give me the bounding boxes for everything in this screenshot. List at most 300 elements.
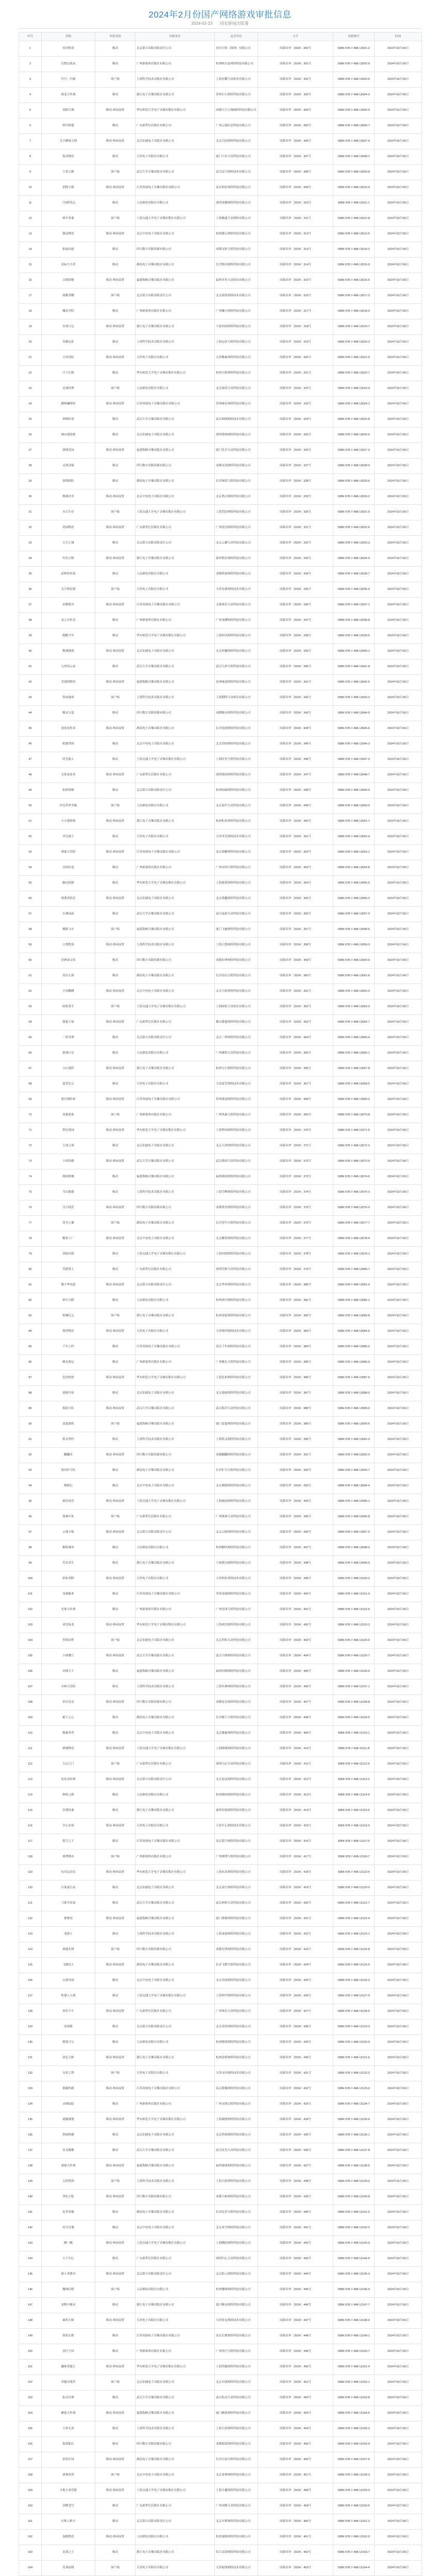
cell-date: 2024年02月06日 — [375, 88, 422, 103]
cell-index: 119 — [19, 1865, 42, 1880]
table-row — [19, 103, 422, 118]
cell-publisher: 福建海峡音像出版社有限公司 — [136, 2159, 215, 2174]
cell-date: 2024年02月06日 — [375, 2035, 422, 2050]
table-row — [19, 2267, 422, 2282]
table-row — [19, 938, 422, 953]
cell-date: 2024年02月06日 — [375, 227, 422, 242]
cell-name: 灵剑奇缘 — [42, 459, 95, 474]
cell-category: 移动-休闲益智 — [95, 938, 136, 953]
cell-category: 移动 — [95, 149, 136, 165]
cell-index: 136 — [19, 2128, 42, 2143]
cell-operator: 长沙泡泡网络科技有限公司 — [215, 721, 258, 737]
cell-approval-number: 国新出审〔2024〕386号 — [258, 1370, 333, 1386]
cell-date: 2024年02月06日 — [375, 196, 422, 211]
cell-isbn: ISBN 978-7-498-13131-6 — [333, 2050, 375, 2066]
cell-approval-number: 国新出审〔2024〕387号 — [258, 1386, 333, 1401]
cell-approval-number: 国新出审〔2024〕461号 — [258, 2530, 333, 2545]
cell-category: 客户端 — [95, 1757, 136, 1772]
cell-name: 开心农场 — [42, 1819, 95, 1834]
cell-date: 2024年02月06日 — [375, 783, 422, 799]
cell-approval-number: 国新出审〔2024〕403号 — [258, 1633, 333, 1649]
cell-name: 银河护卫队 — [42, 1463, 95, 1479]
cell-date: 2024年02月06日 — [375, 1247, 422, 1262]
cell-category: 移动 — [95, 196, 136, 211]
cell-index: 133 — [19, 2081, 42, 2097]
table-row — [19, 1958, 422, 1973]
cell-index: 92 — [19, 1448, 42, 1463]
cell-date: 2024年02月06日 — [375, 1834, 422, 1850]
cell-name: 王者之路 — [42, 165, 95, 180]
cell-index: 62 — [19, 984, 42, 999]
cell-publisher: 天津电子出版社有限公司 — [136, 1324, 215, 1340]
cell-publisher: 广东新世纪出版社有限公司 — [136, 2251, 215, 2267]
cell-date: 2024年02月06日 — [375, 1231, 422, 1247]
cell-publisher: 上海交通大学电子音像出版社有限公司 — [136, 999, 215, 1015]
cell-isbn: ISBN 978-7-498-13106-4 — [333, 1664, 375, 1680]
cell-isbn: ISBN 978-7-498-13136-1 — [333, 2128, 375, 2143]
cell-operator: 苏州龙城网络科技有限公司 — [215, 1587, 258, 1602]
cell-index: 132 — [19, 2066, 42, 2081]
cell-category: 客户端 — [95, 1942, 136, 1958]
cell-index: 6 — [19, 118, 42, 134]
cell-publisher: 华东师范大学电子音像出版社有限公司 — [136, 366, 215, 381]
cell-approval-number: 国新出审〔2024〕400号 — [258, 1587, 333, 1602]
cell-isbn: ISBN 978-7-498-13125-5 — [333, 1958, 375, 1973]
cell-publisher: 江苏凤凰电子音像出版社有限公司 — [136, 2329, 215, 2344]
cell-operator: 上海龙骑网络科技有限公司 — [215, 1927, 258, 1942]
cell-category: 移动-休闲益智 — [95, 1015, 136, 1030]
cell-name: 江湖夜雨 — [42, 907, 95, 922]
table-row — [19, 1741, 422, 1757]
cell-name: 代号：归墟 — [42, 72, 95, 88]
cell-name: 口袋牧场 — [42, 938, 95, 953]
cell-date: 2024年02月06日 — [375, 1077, 422, 1092]
cell-isbn: ISBN 978-7-498-13056-2 — [333, 891, 375, 907]
cell-index: 22 — [19, 366, 42, 381]
table-row — [19, 814, 422, 829]
cell-index: 116 — [19, 1819, 42, 1834]
table-row — [19, 1865, 422, 1880]
cell-category: 移动 — [95, 1989, 136, 2004]
cell-name: 消消庄园 — [42, 2452, 95, 2468]
cell-category: 移动 — [95, 1973, 136, 1989]
cell-name: 谜题城堡 — [42, 2112, 95, 2128]
cell-approval-number: 国新出审〔2024〕317号 — [258, 304, 333, 319]
cell-date: 2024年02月06日 — [375, 489, 422, 505]
cell-operator: 北京像素网络科技有限公司 — [215, 1726, 258, 1741]
table-row — [19, 1077, 422, 1092]
cell-date: 2024年02月06日 — [375, 2251, 422, 2267]
cell-isbn: ISBN 978-7-498-13009-8 — [333, 165, 375, 180]
cell-approval-number: 国新出审〔2024〕419号 — [258, 1880, 333, 1896]
cell-category: 移动-休闲益智 — [95, 1649, 136, 1664]
cell-index: 38 — [19, 613, 42, 629]
cell-operator: 上海钢铁互动娱乐有限公司 — [215, 690, 258, 706]
cell-index: 143 — [19, 2236, 42, 2251]
cell-index: 110 — [19, 1726, 42, 1741]
cell-name: 丛林大冒险 — [42, 1680, 95, 1695]
cell-name: 麻将大师 — [42, 2313, 95, 2329]
cell-date: 2024年02月06日 — [375, 273, 422, 289]
cell-operator: 天津像素网络科技有限公司 — [215, 350, 258, 366]
cell-date: 2024年02月06日 — [375, 1510, 422, 1525]
table-row — [19, 319, 422, 335]
cell-approval-number: 国新出审〔2024〕304号 — [258, 103, 333, 118]
table-row — [19, 1355, 422, 1370]
cell-index: 163 — [19, 2545, 42, 2561]
cell-publisher: 湖南电子音像出版社有限公司 — [136, 1710, 215, 1726]
cell-name: 飞镖达人 — [42, 1958, 95, 1973]
cell-name: 铁骑纵横 — [42, 2128, 95, 2143]
table-row — [19, 2004, 422, 2020]
table-row — [19, 2190, 422, 2205]
cell-index: 164 — [19, 2561, 42, 2576]
cell-publisher: 四川数字出版传媒有限公司 — [136, 242, 215, 258]
cell-date: 2024年02月06日 — [375, 953, 422, 969]
cell-operator: 深圳蓝图网络科技有限公司 — [215, 428, 258, 443]
cell-date: 2024年02月06日 — [375, 1741, 422, 1757]
cell-category: 移动-休闲益智 — [95, 1911, 136, 1927]
cell-name: 诸神黄昏 — [42, 2468, 95, 2483]
cell-name: 北境之王 — [42, 2545, 95, 2561]
cell-operator: 武汉仙灵互动科技有限公司 — [215, 2391, 258, 2406]
cell-approval-number: 国新出审〔2024〕368号 — [258, 1092, 333, 1108]
cell-category: 移动-休闲益智 — [95, 273, 136, 289]
cell-name: 熊猫快跑 — [42, 2081, 95, 2097]
cell-index: 117 — [19, 1834, 42, 1850]
cell-isbn: ISBN 978-7-498-13137-8 — [333, 2143, 375, 2159]
cell-publisher: 天津电子出版社有限公司 — [136, 582, 215, 598]
cell-publisher: 湖南电子音像出版社有限公司 — [136, 1958, 215, 1973]
cell-name: 御剑乘风 — [42, 1540, 95, 1556]
cell-publisher: 湖南电子音像出版社有限公司 — [136, 2205, 215, 2221]
cell-index: 88 — [19, 1386, 42, 1401]
cell-name: 跑酷少年 — [42, 629, 95, 644]
cell-date: 2024年02月06日 — [375, 536, 422, 551]
table-header-row — [19, 32, 422, 41]
cell-approval-number: 国新出审〔2024〕307号 — [258, 149, 333, 165]
cell-name: 龙骑士 — [42, 1927, 95, 1942]
cell-operator: 上海城堡网络科技有限公司 — [215, 2112, 258, 2128]
table-row — [19, 1432, 422, 1448]
cell-date: 2024年02月06日 — [375, 180, 422, 196]
cell-category: 客户端 — [95, 1309, 136, 1324]
cell-operator: 福州球球网络科技有限公司 — [215, 2159, 258, 2174]
cell-category: 移动 — [95, 737, 136, 752]
cell-category: 移动 — [95, 567, 136, 582]
cell-category: 移动 — [95, 412, 136, 428]
cell-category: 移动 — [95, 829, 136, 845]
table-row — [19, 1633, 422, 1649]
cell-date: 2024年02月06日 — [375, 1200, 422, 1216]
cell-date: 2024年02月06日 — [375, 1340, 422, 1355]
cell-operator: 深圳龙腾网络科技有限公司 — [215, 196, 258, 211]
cell-publisher: 上海科学技术出版社有限公司 — [136, 1927, 215, 1942]
cell-isbn: ISBN 978-7-498-13027-2 — [333, 443, 375, 459]
cell-name: 雷霆战机 — [42, 1417, 95, 1432]
cell-index: 66 — [19, 1046, 42, 1061]
cell-category: 客户端 — [95, 72, 136, 88]
cell-name: 云端小镇 — [42, 1525, 95, 1540]
cell-publisher: 北京中电电子出版社有限公司 — [136, 2468, 215, 2483]
cell-approval-number: 国新出审〔2024〕418号 — [258, 1865, 333, 1880]
cell-category: 移动 — [95, 1803, 136, 1819]
cell-operator: 上海铁甲网络科技有限公司 — [215, 1989, 258, 2004]
cell-category: 移动-休闲益智 — [95, 520, 136, 536]
cell-index: 94 — [19, 1479, 42, 1494]
cell-index: 75 — [19, 1185, 42, 1200]
header-operator: 运营单位 — [215, 32, 258, 41]
cell-category: 移动 — [95, 2251, 136, 2267]
cell-name: 足球经理 — [42, 381, 95, 397]
cell-approval-number: 国新出审〔2024〕434号 — [258, 2112, 333, 2128]
cell-index: 104 — [19, 1633, 42, 1649]
table-row — [19, 443, 422, 459]
cell-name: 萌萌消消乐 — [42, 891, 95, 907]
cell-operator: 广州帝国互娱科技有限公司 — [215, 860, 258, 876]
cell-category: 客户端 — [95, 2468, 136, 2483]
cell-approval-number: 国新出审〔2024〕379号 — [258, 1262, 333, 1278]
cell-approval-number: 国新出审〔2024〕376号 — [258, 1216, 333, 1231]
cell-name: 战舰荣耀 — [42, 289, 95, 304]
cell-category: 移动 — [95, 860, 136, 876]
cell-isbn: ISBN 978-7-498-13010-4 — [333, 180, 375, 196]
cell-name: 天命之战 — [42, 1139, 95, 1154]
cell-isbn: ISBN 978-7-498-13110-1 — [333, 1726, 375, 1741]
table-row — [19, 721, 422, 737]
cell-index: 7 — [19, 134, 42, 149]
cell-index: 150 — [19, 2344, 42, 2360]
cell-category: 移动 — [95, 536, 136, 551]
cell-name: 泡泡龙传奇 — [42, 721, 95, 737]
cell-index: 77 — [19, 1216, 42, 1231]
cell-isbn: ISBN 978-7-498-13122-4 — [333, 1911, 375, 1927]
cell-name: 方块冒险 — [42, 350, 95, 366]
cell-name: 喵喵物语 — [42, 1741, 95, 1757]
cell-name: 字母跳跳 — [42, 984, 95, 999]
cell-publisher: 天津电子出版社有限公司 — [136, 2313, 215, 2329]
cell-date: 2024年02月06日 — [375, 1618, 422, 1633]
cell-date: 2024年02月06日 — [375, 1030, 422, 1046]
table-row — [19, 242, 422, 258]
cell-index: 40 — [19, 644, 42, 659]
cell-date: 2024年02月06日 — [375, 2375, 422, 2391]
cell-name: 剑舞苍穹 — [42, 2499, 95, 2514]
cell-operator: 无锡欢乐互动科技有限公司 — [215, 598, 258, 613]
table-row — [19, 2221, 422, 2236]
cell-category: 移动 — [95, 1726, 136, 1741]
cell-isbn: ISBN 978-7-498-13096-8 — [333, 1510, 375, 1525]
cell-approval-number: 国新出审〔2024〕431号 — [258, 2066, 333, 2081]
cell-publisher: 浙江电子音像出版社有限公司 — [136, 2298, 215, 2313]
cell-index: 55 — [19, 876, 42, 891]
cell-operator: 成都海盗网络科技有限公司 — [215, 2437, 258, 2452]
cell-index: 148 — [19, 2313, 42, 2329]
cell-operator: 北京连连网络科技有限公司 — [215, 1772, 258, 1788]
table-row — [19, 1757, 422, 1772]
cell-isbn: ISBN 978-7-498-13118-7 — [333, 1850, 375, 1865]
cell-index: 144 — [19, 2251, 42, 2267]
cell-index: 156 — [19, 2437, 42, 2452]
cell-index: 123 — [19, 1927, 42, 1942]
cell-approval-number: 国新出审〔2024〕425号 — [258, 1973, 333, 1989]
cell-approval-number: 国新出审〔2024〕408号 — [258, 1710, 333, 1726]
cell-publisher: 江苏凤凰电子音像出版社有限公司 — [136, 2081, 215, 2097]
cell-category: 客户端 — [95, 1108, 136, 1123]
cell-name: 剑仙问情 — [42, 1247, 95, 1262]
table-row — [19, 2561, 422, 2576]
cell-publisher: 上海科学技术出版社有限公司 — [136, 2421, 215, 2437]
cell-name: 裂空之王 — [42, 1834, 95, 1850]
cell-category: 移动 — [95, 2545, 136, 2561]
table-row — [19, 1850, 422, 1865]
cell-index: 137 — [19, 2143, 42, 2159]
cell-date: 2024年02月06日 — [375, 2236, 422, 2251]
cell-index: 47 — [19, 752, 42, 768]
table-row — [19, 1170, 422, 1185]
cell-isbn: ISBN 978-7-498-13161-3 — [333, 2514, 375, 2530]
cell-index: 107 — [19, 1680, 42, 1695]
cell-index: 14 — [19, 242, 42, 258]
cell-isbn: ISBN 978-7-498-13157-6 — [333, 2452, 375, 2468]
cell-approval-number: 国新出审〔2024〕392号 — [258, 1463, 333, 1479]
cell-category: 客户端 — [95, 165, 136, 180]
cell-approval-number: 国新出审〔2024〕330号 — [258, 505, 333, 520]
cell-operator: 天津雀友网络技术有限公司 — [215, 2313, 258, 2329]
cell-name: 三界奇谭 — [42, 1030, 95, 1046]
cell-isbn: ISBN 978-7-498-13087-6 — [333, 1370, 375, 1386]
cell-category: 移动 — [95, 1896, 136, 1911]
table-row — [19, 196, 422, 211]
cell-operator: 天津前线网络技术有限公司 — [215, 2561, 258, 2576]
cell-publisher: 北京联合出版有限责任公司 — [136, 289, 215, 304]
cell-name: 疯狂厨房 — [42, 1494, 95, 1510]
cell-date: 2024年02月06日 — [375, 1556, 422, 1571]
cell-approval-number: 国新出审〔2024〕452号 — [258, 2391, 333, 2406]
cell-operator: 武汉神域网络技术有限公司 — [215, 412, 258, 428]
cell-name: 烈焰征程 — [42, 1633, 95, 1649]
cell-publisher: 四川数字出版传媒有限公司 — [136, 459, 215, 474]
cell-operator: 苏州巨石网络科技有限公司 — [215, 88, 258, 103]
cell-category: 移动 — [95, 428, 136, 443]
cell-approval-number: 国新出审〔2024〕433号 — [258, 2097, 333, 2112]
cell-operator: 长沙乱世互娱科技有限公司 — [215, 2205, 258, 2221]
cell-publisher: 湖南电子音像出版社有限公司 — [136, 2452, 215, 2468]
cell-publisher: 天津电子出版社有限公司 — [136, 829, 215, 845]
cell-date: 2024年02月06日 — [375, 2128, 422, 2143]
cell-name: 千年之约 — [42, 1340, 95, 1355]
cell-name: 武林外传说 — [42, 567, 95, 582]
cell-date: 2024年02月06日 — [375, 2282, 422, 2298]
cell-publisher: 浙江电子音像出版社有限公司 — [136, 2050, 215, 2066]
cell-name: 海岛物语 — [42, 149, 95, 165]
cell-date: 2024年02月06日 — [375, 2437, 422, 2452]
cell-index: 15 — [19, 258, 42, 273]
cell-approval-number: 国新出审〔2024〕312号 — [258, 227, 333, 242]
cell-isbn: ISBN 978-7-498-13026-5 — [333, 428, 375, 443]
cell-publisher: 浙江电子音像出版社有限公司 — [136, 1061, 215, 1077]
cell-index: 76 — [19, 1200, 42, 1216]
cell-publisher: 上海科学技术出版社有限公司 — [136, 1185, 215, 1200]
cell-approval-number: 国新出审〔2024〕348号 — [258, 783, 333, 799]
cell-approval-number: 国新出审〔2024〕361号 — [258, 984, 333, 999]
cell-name: 逐鹿中原 — [42, 1386, 95, 1401]
cell-category: 移动-休闲益智 — [95, 134, 136, 149]
cell-publisher: 福建海峡音像出版社有限公司 — [136, 675, 215, 690]
cell-isbn: ISBN 978-7-498-13146-0 — [333, 2282, 375, 2298]
cell-approval-number: 国新出审〔2024〕382号 — [258, 1309, 333, 1324]
cell-name: 星光偶像 — [42, 2143, 95, 2159]
cell-operator: 南京千年网络科技有限公司 — [215, 1340, 258, 1355]
cell-operator: 上海问情网络科技有限公司 — [215, 1247, 258, 1262]
cell-operator: 成都墨香网络科技有限公司 — [215, 1200, 258, 1216]
cell-date: 2024年02月06日 — [375, 289, 422, 304]
cell-approval-number: 国新出审〔2024〕302号 — [258, 72, 333, 88]
table-row — [19, 891, 422, 907]
cell-operator: 厦门小鱼互动科技有限公司 — [215, 149, 258, 165]
cell-approval-number: 国新出审〔2024〕398号 — [258, 1556, 333, 1571]
cell-name: 棋魂对弈 — [42, 489, 95, 505]
cell-isbn: ISBN 978-7-498-13068-5 — [333, 1077, 375, 1092]
cell-index: 16 — [19, 273, 42, 289]
cell-approval-number: 国新出审〔2024〕380号 — [258, 1278, 333, 1293]
cell-operator: 天津彩虹网络技术有限公司 — [215, 1571, 258, 1587]
cell-operator: 北京火柴网络科技有限公司 — [215, 2514, 258, 2530]
cell-publisher: 北京联合出版有限责任公司 — [136, 41, 215, 57]
table-row — [19, 1231, 422, 1247]
cell-name: 幽灵侦探 — [42, 876, 95, 891]
cell-name: 月下幻境 — [42, 366, 95, 381]
cell-publisher: 上海科学技术出版社有限公司 — [136, 1680, 215, 1695]
cell-approval-number: 国新出审〔2024〕305号 — [258, 118, 333, 134]
cell-isbn: ISBN 978-7-498-13163-7 — [333, 2545, 375, 2561]
cell-date: 2024年02月06日 — [375, 1123, 422, 1139]
table-row — [19, 2097, 422, 2112]
cell-name: 圣光骑士 — [42, 829, 95, 845]
table-row — [19, 706, 422, 721]
cell-date: 2024年02月06日 — [375, 2112, 422, 2128]
cell-date: 2024年02月06日 — [375, 1417, 422, 1432]
cell-index: 158 — [19, 2468, 42, 2483]
cell-name: 侠影长歌 — [42, 2329, 95, 2344]
cell-approval-number: 国新出审〔2024〕394号 — [258, 1494, 333, 1510]
cell-approval-number: 国新出审〔2024〕439号 — [258, 2190, 333, 2205]
cell-name: 风暴要塞 — [42, 1108, 95, 1123]
cell-name: 桃源记 — [42, 1479, 95, 1494]
cell-index: 18 — [19, 304, 42, 319]
cell-isbn: ISBN 978-7-498-13036-4 — [333, 582, 375, 598]
cell-operator: 泉州味道网络科技有限公司 — [215, 675, 258, 690]
cell-publisher: 广东新世纪出版社有限公司 — [136, 1510, 215, 1525]
cell-index: 154 — [19, 2406, 42, 2421]
cell-publisher: 人民邮电出版社有限公司 — [136, 1540, 215, 1556]
cell-name: 魔域幻想 — [42, 2282, 95, 2298]
cell-operator: 北京云镇网络科技有限公司 — [215, 1525, 258, 1540]
cell-approval-number: 国新出审〔2024〕388号 — [258, 1401, 333, 1417]
cell-approval-number: 国新出审〔2024〕415号 — [258, 1819, 333, 1834]
table-row — [19, 1896, 422, 1911]
cell-name: 荒岛求生 — [42, 1556, 95, 1571]
cell-index: 151 — [19, 2360, 42, 2375]
cell-name: 动物派对 — [42, 598, 95, 613]
cell-operator: 上海疾风网络科技有限公司 — [215, 629, 258, 644]
cell-date: 2024年02月06日 — [375, 2298, 422, 2313]
cell-category: 移动 — [95, 1927, 136, 1942]
cell-date: 2024年02月06日 — [375, 41, 422, 57]
cell-index: 3 — [19, 72, 42, 88]
cell-isbn: ISBN 978-7-498-13045-6 — [333, 721, 375, 737]
cell-isbn: ISBN 978-7-498-13015-9 — [333, 258, 375, 273]
